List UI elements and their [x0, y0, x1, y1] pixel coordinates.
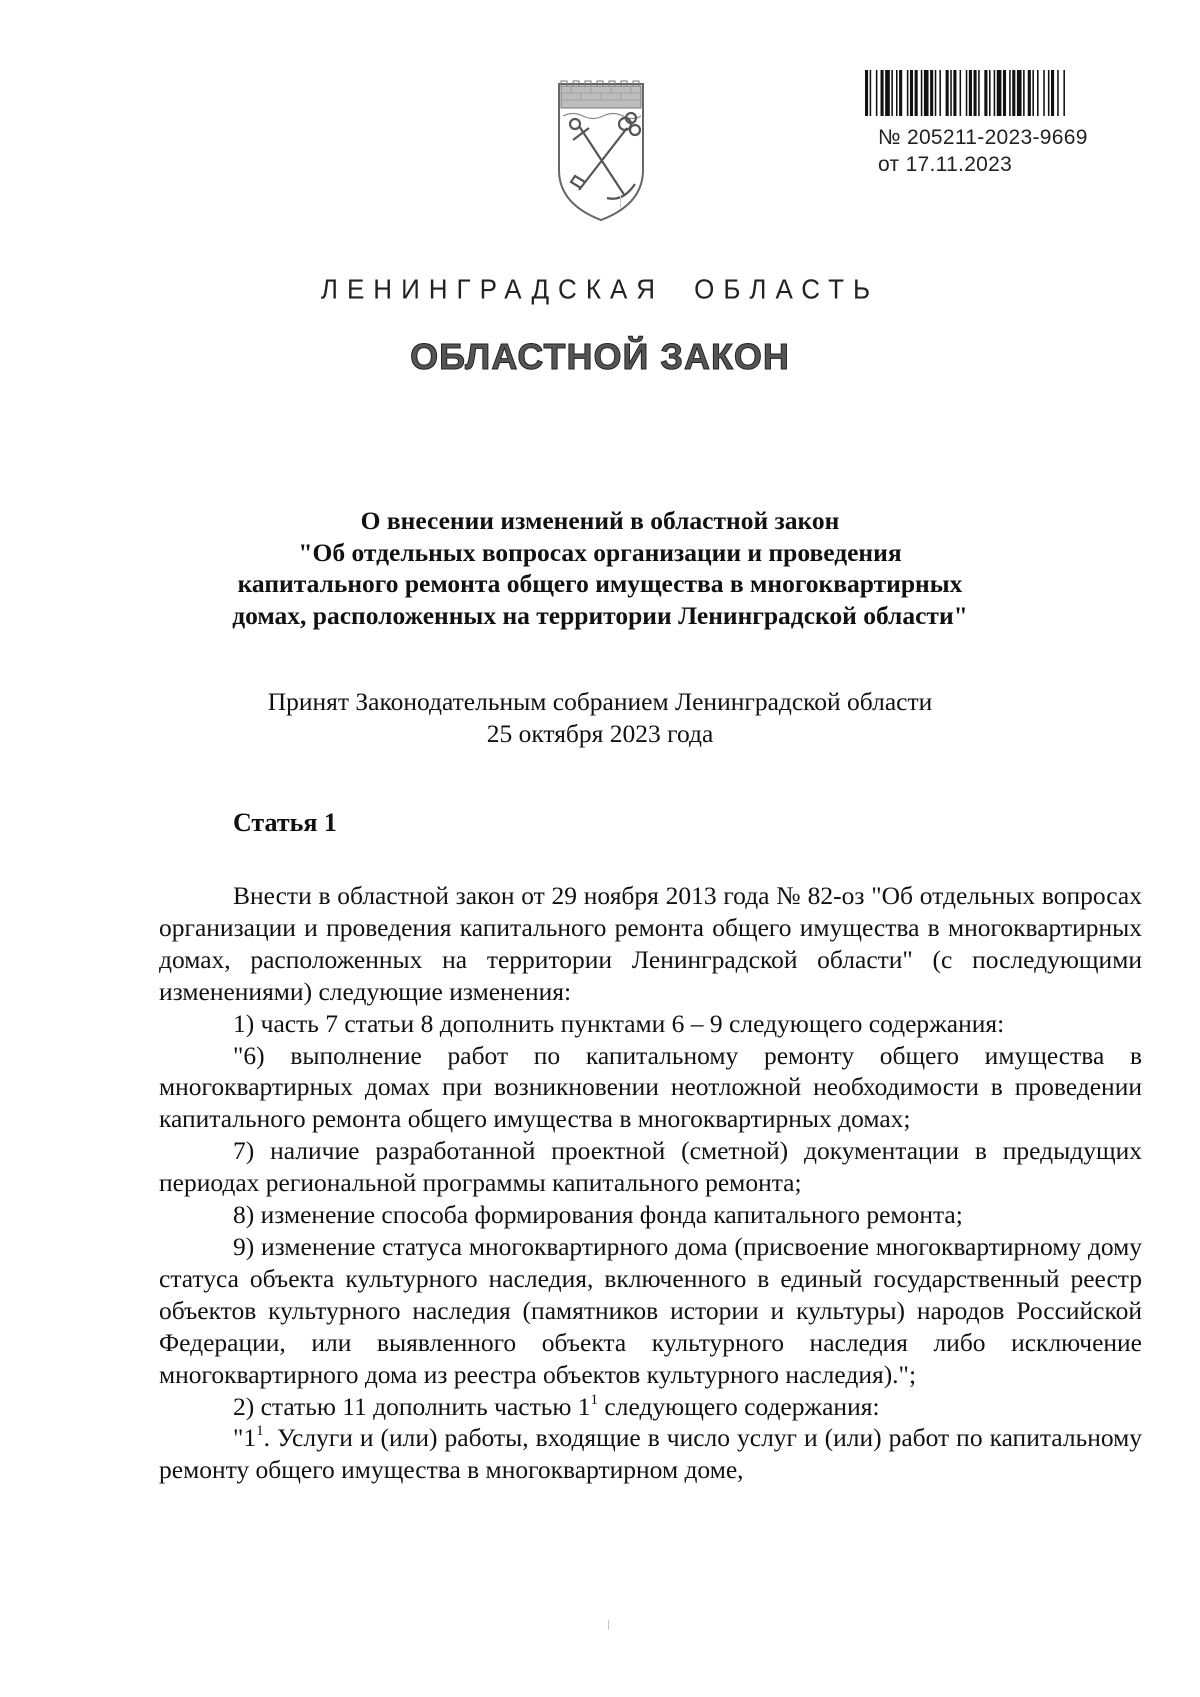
article-heading: Статья 1	[233, 808, 337, 837]
law-title	[150, 505, 1050, 631]
barcode-bar	[1032, 70, 1034, 116]
barcode-bar	[1012, 70, 1015, 116]
paragraph-text: "1	[233, 1423, 257, 1453]
barcode-bar	[1009, 70, 1011, 116]
barcode-bar	[960, 70, 962, 116]
barcode-bar	[876, 70, 878, 116]
paragraph: 7) наличие разработанной проектной (сметной) документации в предыдущих периодах региональной программы капитального ремонта;	[159, 1136, 1142, 1198]
barcode-bar	[1003, 70, 1006, 116]
barcode-bar	[950, 70, 952, 116]
scan-mark	[620, 196, 621, 208]
barcode-bar	[910, 70, 913, 116]
barcode-bar	[946, 70, 949, 116]
region-word-2: ОБЛАСТЬ	[694, 272, 880, 306]
barcode-bar	[899, 70, 902, 116]
barcode-bar	[881, 70, 884, 116]
barcode-bar	[1051, 70, 1054, 116]
barcode-bar	[1037, 70, 1039, 116]
paragraph-text: следующего содержания:	[598, 1391, 880, 1421]
article-body	[159, 880, 1142, 1486]
title-line: "Об отдельных вопросах организации и проведения	[298, 537, 902, 567]
barcode-bar	[935, 70, 937, 116]
barcode-bar	[885, 70, 890, 116]
barcode-bar	[1023, 70, 1025, 116]
barcode-bar	[939, 70, 941, 116]
barcode-bar	[994, 70, 996, 116]
superscript: 1	[256, 1423, 264, 1440]
barcode-bar	[1048, 70, 1050, 116]
barcode-bar	[865, 70, 868, 116]
barcode-bar	[978, 70, 980, 116]
paragraph: 8) изменение способа формирования фонда капитального ремонта;	[233, 1200, 963, 1230]
paragraph	[159, 1422, 1142, 1486]
paragraph: Внести в областной закон от 29 ноября 2013 года № 82-оз "Об отдельных вопросах организации и проведения капитального ремонта общего имущества в многоквартирных домах, расположенных на территории Ленинградской области" (с последующими изменениями) следующие изменения:	[159, 881, 1142, 1006]
barcode-bar	[989, 70, 991, 116]
barcode-bar	[1043, 70, 1045, 116]
barcode-bar	[969, 70, 972, 116]
barcode-bar	[1057, 70, 1059, 116]
leningrad-oblast-coat-of-arms-icon	[555, 78, 647, 224]
barcode-bar	[966, 70, 968, 116]
barcode-bar	[984, 70, 987, 116]
paragraph	[159, 1391, 1142, 1423]
region-word-1: ЛЕНИНГРАДСКАЯ	[320, 272, 665, 306]
law-kind-heading: ОБЛАСТНОЙ ЗАКОН	[410, 336, 790, 377]
paragraph-text: . Услуги и (или) работы, входящие в число услуг и (или) работ по капитальному ремонту общего имущества в многоквартирном доме,	[159, 1423, 1142, 1485]
barcode-bar	[1028, 70, 1031, 116]
paragraph-text: 2) статью 11 дополнить частью 1	[233, 1391, 591, 1421]
paragraph: 1) часть 7 статьи 8 дополнить пунктами 6 – 9 следующего содержания:	[233, 1008, 1005, 1038]
title-line: капитального ремонта общего имущества в многоквартирных	[237, 569, 963, 598]
barcode-bar	[930, 70, 933, 116]
region-name	[0, 273, 1200, 306]
barcode-bar	[921, 70, 923, 116]
title-line: домах, расположенных на территории Ленинградской области"	[232, 600, 968, 630]
barcode-bar	[1063, 70, 1065, 116]
adoption-note	[150, 686, 1050, 749]
barcode-bar	[891, 70, 893, 116]
adoption-line: Принят Законодательным собранием Ленинградской области	[267, 687, 933, 716]
registration-stamp	[878, 124, 1088, 178]
registration-number: № 205211-2023-9669	[878, 126, 1088, 149]
barcode-bar	[953, 70, 956, 116]
barcode-bar	[1017, 70, 1022, 116]
barcode-bar	[974, 70, 977, 116]
barcode-bar	[915, 70, 918, 116]
paragraph: "6) выполнение работ по капитальному ремонту общего имущества в многоквартирных домах при возникновении неотложной необходимости в проведении капитального ремонта общего имущества в многоквартирных домах;	[159, 1040, 1142, 1134]
barcode-icon	[863, 70, 1139, 116]
registration-date: от 17.11.2023	[878, 153, 1013, 176]
barcode-bar	[870, 70, 872, 116]
scan-mark	[608, 1620, 609, 1630]
barcode-bar	[997, 70, 1002, 116]
title-line: О внесении изменений в областной закон	[360, 506, 840, 535]
barcode-bar	[907, 70, 909, 116]
paragraph: 9) изменение статуса многоквартирного дома (присвоение многоквартирному дому статуса объекта культурного наследия, включенного в единый государственный реестр объектов культурного наследия (памятников истории и культуры) народов Российской Федерации, или выявленного объекта культурного наследия либо исключение многоквартирного дома из реестра объектов культурного наследия).";	[159, 1231, 1142, 1389]
barcode-bar	[896, 70, 898, 116]
barcode-bar	[924, 70, 929, 116]
adoption-date: 25 октября 2023 года	[486, 718, 714, 748]
superscript: 1	[590, 1391, 599, 1408]
